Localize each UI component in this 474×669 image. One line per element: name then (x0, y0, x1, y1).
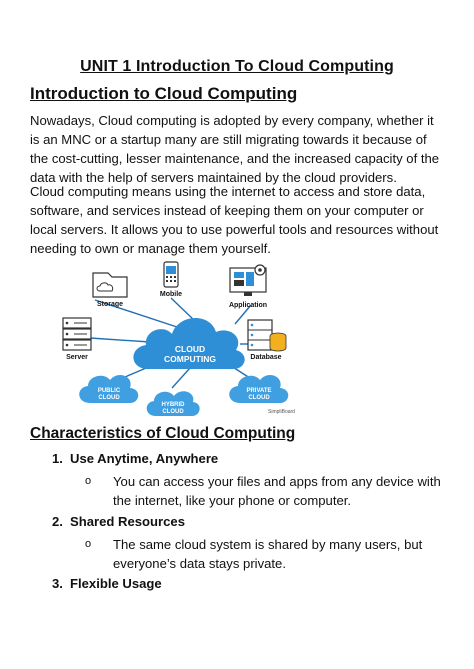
hybrid-cloud-icon (147, 391, 200, 416)
hybrid-cloud-label: HYBRID (161, 402, 185, 408)
application-label: Application (228, 302, 268, 309)
mobile-phone-icon (160, 262, 182, 298)
private-cloud-label: PRIVATE (246, 388, 272, 394)
document-title: UNIT 1 Introduction To Cloud Computing (80, 58, 394, 75)
diagram-credit: SimpliBoard (268, 409, 295, 415)
central-cloud-label: CLOUD (174, 344, 206, 354)
section-heading-characteristics: Characteristics of Cloud Computing (30, 425, 296, 442)
storage-label: Storage (96, 301, 124, 308)
list-item-use-anytime: 1. Use Anytime, Anywhere (52, 451, 219, 466)
svg-text:CLOUD: CLOUD (162, 409, 184, 415)
database-icon (248, 320, 286, 361)
list-item-title: Shared Resources (70, 514, 185, 529)
mobile-label: Mobile (159, 291, 183, 298)
cloud-computing-diagram (30, 256, 420, 421)
list-item-detail: You can access your files and apps from any device with the internet, like your phone or computer. (113, 474, 441, 508)
svg-text:CLOUD: CLOUD (98, 395, 120, 401)
central-cloud-icon (133, 318, 244, 369)
server-rack-icon (63, 318, 91, 361)
paragraph-definition: Cloud computing means using the internet to access and store data, software, and services instead of keeping them on your computer or local servers. It allows you to use powerful tools and resources without needing to own or manage them yourself. (30, 184, 439, 256)
application-monitor-icon (229, 265, 267, 309)
server-label: Server (66, 354, 88, 361)
bullet-icon: o (85, 538, 92, 550)
list-item-shared-resources: 2. Shared Resources (52, 514, 185, 529)
database-label: Database (250, 354, 282, 361)
list-item-detail: The same cloud system is shared by many users, but everyone’s data stays private. (113, 537, 423, 571)
bullet-icon: o (85, 475, 92, 487)
list-item-title: Use Anytime, Anywhere (70, 451, 219, 466)
private-cloud-icon (229, 375, 288, 403)
paragraph-intro: Nowadays, Cloud computing is adopted by every company, whether it is an MNC or a startup many are still migrating towards it because of the cost-cutting, lesser maintenance, and the increased capacity of the data with the help of servers maintained by the cloud providers. (30, 113, 440, 185)
list-item-title: Flexible Usage (70, 576, 162, 591)
section-heading-introduction: Introduction to Cloud Computing (30, 84, 298, 103)
svg-text:COMPUTING: COMPUTING (164, 354, 216, 364)
public-cloud-icon (79, 375, 138, 403)
list-item-flexible-usage: 3. Flexible Usage (52, 576, 162, 591)
storage-folder-icon (93, 273, 127, 308)
svg-text:CLOUD: CLOUD (248, 395, 270, 401)
public-cloud-label: PUBLIC (97, 388, 121, 394)
